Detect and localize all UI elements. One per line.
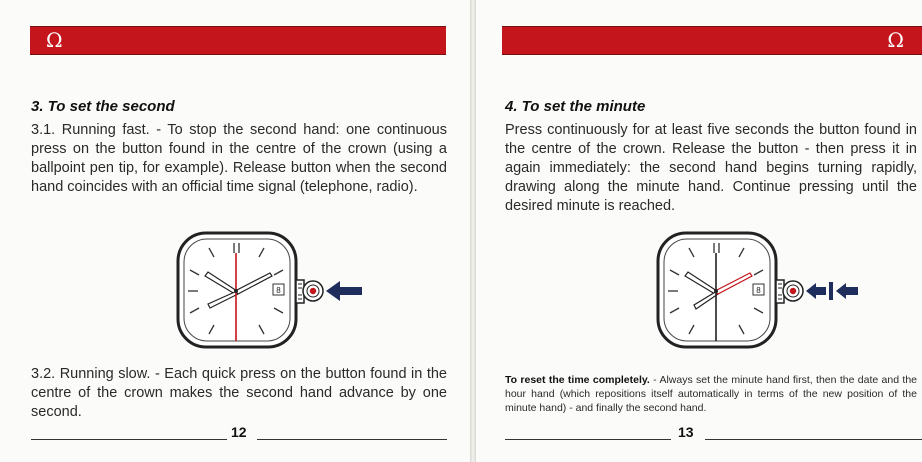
note-body: - Always set the minute hand first, then the date and the hour hand (which repositions itself automatically in terms of the new position of the minute hand) - and finally the second hand. xyxy=(505,374,917,414)
watch-illustration xyxy=(172,225,372,350)
press-again-arrow-icon xyxy=(836,283,858,299)
paragraph-set-minute: Press continuously for at least five seconds the button found in the centre of the crown. Release the button - then press it in again immediately: the second hand begins turning rapidly, drawing along the minute hand. Continue pressing until the desired minute is reached. xyxy=(505,122,917,214)
page-right xyxy=(476,0,922,462)
header-bar xyxy=(30,26,446,55)
footer-rule-right xyxy=(705,439,922,440)
page-number: 12 xyxy=(231,424,247,440)
header-bar xyxy=(502,26,922,55)
watch-illustration xyxy=(652,225,872,350)
crown-button xyxy=(790,288,796,294)
date-digit: 8 xyxy=(276,286,281,295)
omega-logo-icon: Ω xyxy=(46,28,63,52)
press-arrow-icon xyxy=(806,283,826,299)
page-number: 13 xyxy=(678,424,694,440)
footer-rule-left xyxy=(31,439,227,440)
page-footer xyxy=(31,424,447,444)
hand-pivot xyxy=(714,289,718,293)
hand-pivot xyxy=(234,289,238,293)
paragraph-running-slow: 3.2. Running slow. - Each quick press on the button found in the centre of the crown makes the second hand advance by one second. xyxy=(31,366,447,420)
press-arrow-icon xyxy=(326,281,362,301)
note-title: To reset the time completely. xyxy=(505,374,650,386)
paragraph-running-fast: 3.1. Running fast. - To stop the second hand: one continuous press on the button found in the centre of the crown (using a ballpoint pen tip, for example). Release button when the second hand coincides with an official time signal (telephone, radio). xyxy=(31,122,447,195)
note-reset-time xyxy=(505,373,917,415)
omega-logo-icon: Ω xyxy=(887,28,904,52)
release-bar-icon xyxy=(829,282,833,300)
footer-rule-left xyxy=(505,439,671,440)
crown-button xyxy=(310,288,316,294)
section-heading: 4. To set the minute xyxy=(505,98,646,115)
footer-rule-right xyxy=(257,439,447,440)
section-heading: 3. To set the second xyxy=(31,98,175,115)
page-footer xyxy=(505,424,922,444)
date-digit: 8 xyxy=(756,286,761,295)
